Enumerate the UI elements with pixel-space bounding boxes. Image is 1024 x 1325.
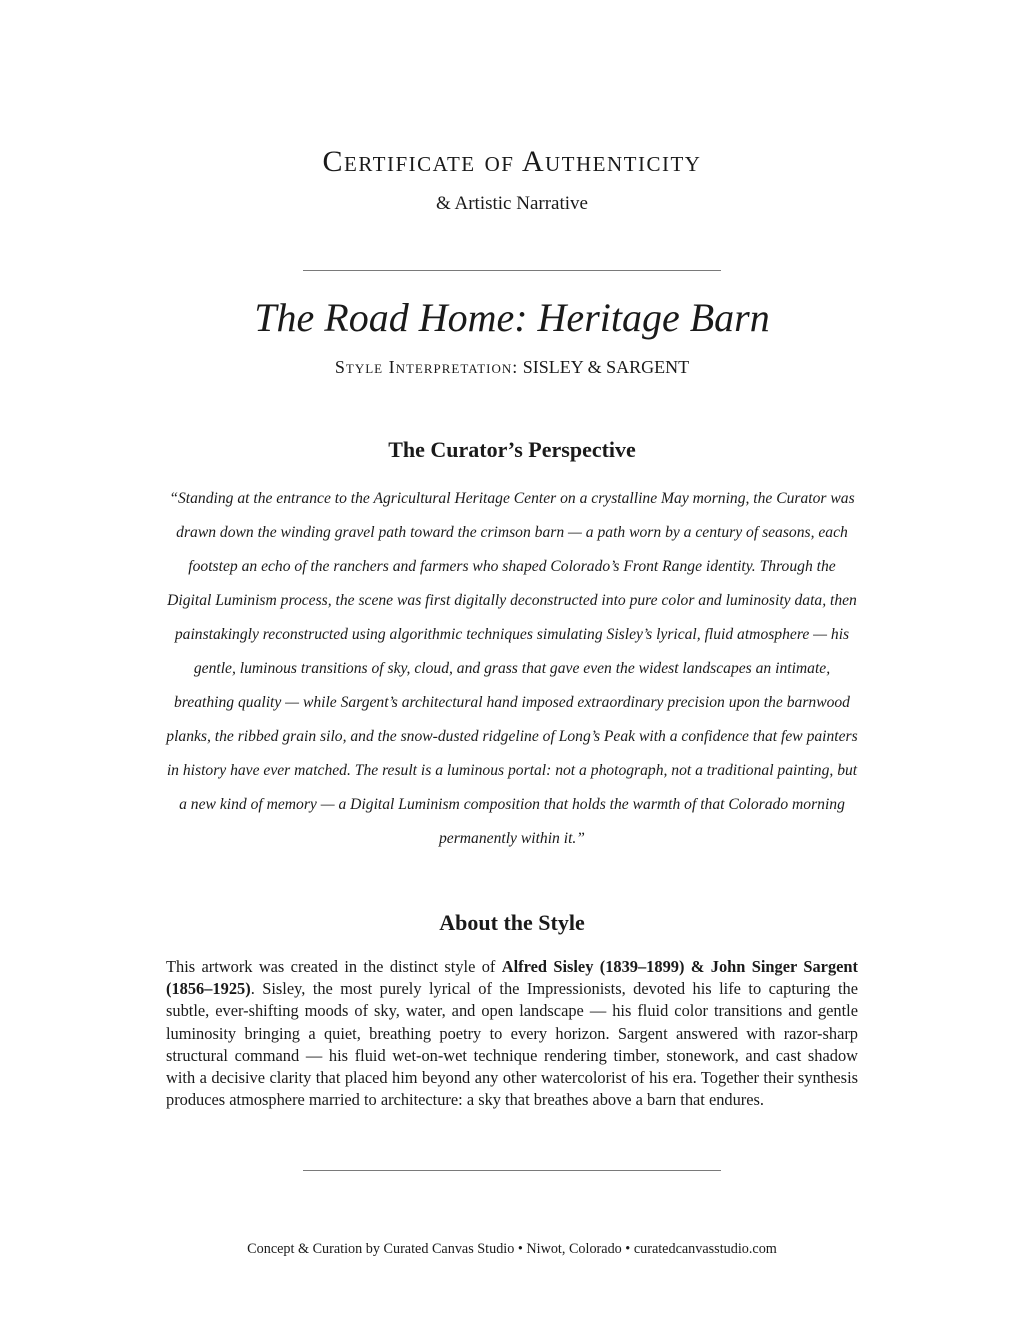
style-interpretation-value: SISLEY & SARGENT xyxy=(522,357,690,377)
style-interpretation xyxy=(0,355,1024,379)
about-paragraph xyxy=(166,956,858,1111)
curator-heading: The Curator’s Perspective xyxy=(388,437,636,462)
curator-quote: “Standing at the entrance to the Agricultural Heritage Center on a crystalline May morning, the Curator was drawn down the winding gravel path toward the crimson barn — a path worn by a century of seasons, each footstep an echo of the ranchers and farmers who shaped Colorado’s Front Range identity. Through the Digital Luminism process, the scene was first digitally deconstructed into pure color and luminosity data, then painstakingly reconstructed using algorithmic techniques simulating Sisley’s lyrical, fluid atmosphere — his gentle, luminous transitions of sky, cloud, and grass that gave even the widest landscapes an intimate, breathing quality — while Sargent’s architectural hand imposed extraordinary precision upon the barnwood planks, the ribbed grain silo, and the snow-dusted ridgeline of Long’s Peak with a confidence that few painters in history have ever matched. The result is a luminous portal: not a photograph, not a traditional painting, but a new kind of memory — a Digital Luminism composition that holds the warmth of that Colorado morning permanently within it.” xyxy=(166,490,858,847)
bottom-divider xyxy=(303,1170,721,1171)
certificate-subtitle: & Artistic Narrative xyxy=(436,193,588,214)
top-divider xyxy=(303,270,721,271)
artwork-title: The Road Home: Heritage Barn xyxy=(254,295,770,340)
about-heading: About the Style xyxy=(439,910,585,935)
about-body: . Sisley, the most purely lyrical of the Impressionists, devoted his life to capturing the subtle, ever-shifting moods of sky, water, and open landscape — his fluid color transitions and gentle luminosity bringing a quiet, breathing poetry to every horizon. Sargent answered with razor-sharp structural command — his fluid wet-on-wet technique rendering timber, stonework, and cast shadow with a decisive clarity that placed him beyond any other watercolorist of his era. Together their synthesis produces atmosphere married to architecture: a sky that breathes above a barn that endures. xyxy=(166,979,858,1110)
about-artists: Alfred Sisley (1839–1899) & John Singer Sargent (1856–1925) xyxy=(166,957,858,999)
footer-credit: Concept & Curation by Curated Canvas Studio • Niwot, Colorado • curatedcanvasstudio.com xyxy=(247,1241,777,1257)
style-interpretation-label: Style Interpretation: xyxy=(334,357,519,377)
certificate-title: Certificate of Authenticity xyxy=(322,145,702,178)
about-intro: This artwork was created in the distinct style of xyxy=(166,957,502,976)
